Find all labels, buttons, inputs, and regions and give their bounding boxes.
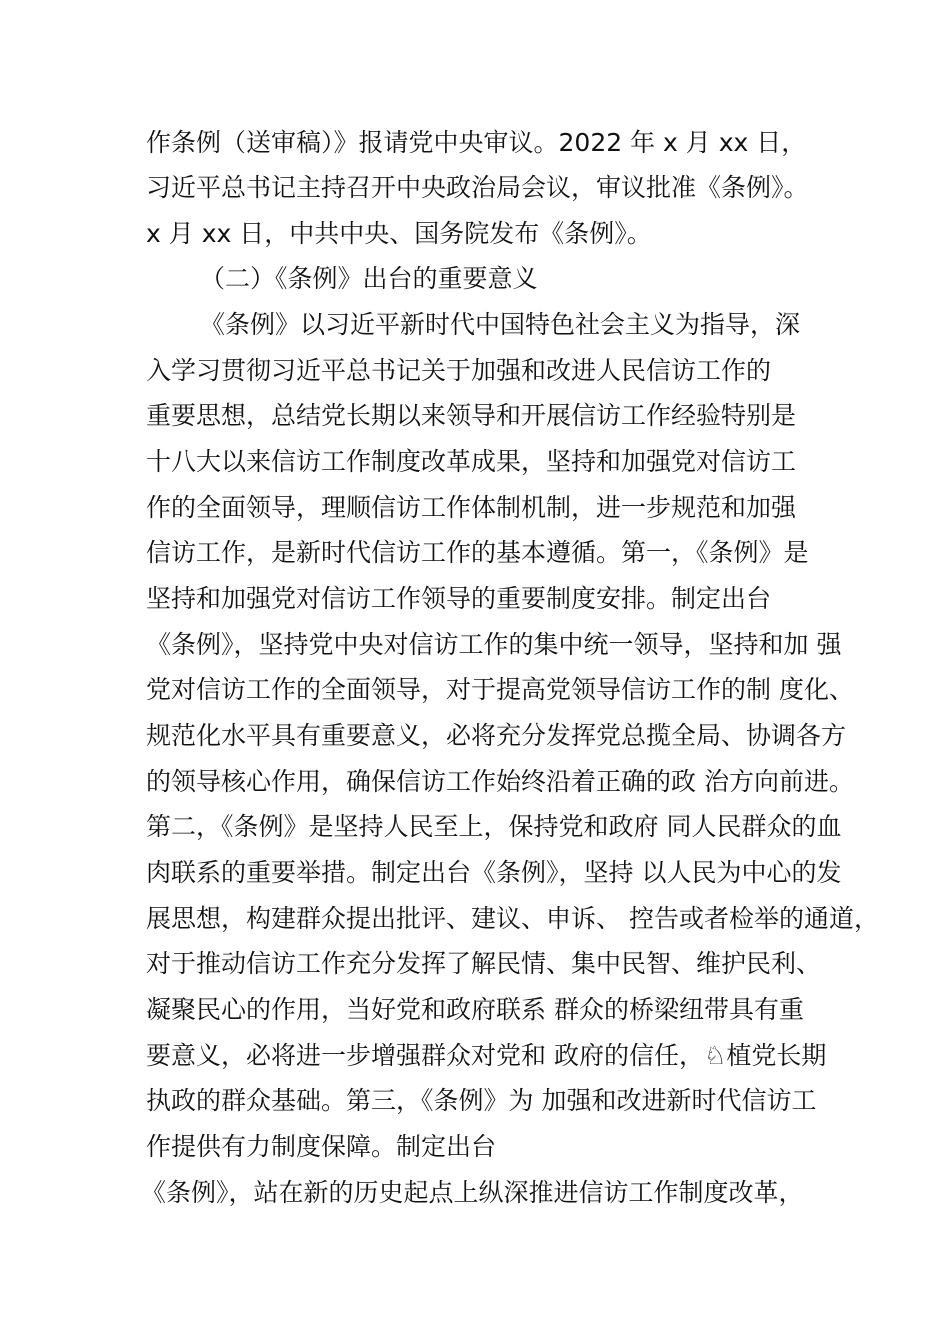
text-line: 作的全面领导，理顺信访工作体制机制，进一步规范和加强 bbox=[146, 493, 797, 522]
text-line: 第二，《条例》是坚持人民至上，保持党和政府 同人民群众的血 bbox=[146, 812, 842, 841]
text-line: 肉联系的重要举措。制定出台《条例》，坚持 以人民为中心的发 bbox=[146, 858, 842, 887]
text-line: 入学习贯彻习近平总书记关于加强和改进人民信访工作的 bbox=[146, 356, 772, 385]
text-line: 凝聚民心的作用，当好党和政府联系 群众的桥梁纽带具有重 bbox=[146, 995, 804, 1024]
text-line: 展思想，构建群众提出批评、建议、申诉、 控告或者检举的通道， bbox=[146, 904, 879, 933]
text-line: 执政的群众基础。第三，《条例》为 加强和改进新时代信访工 bbox=[146, 1086, 817, 1115]
text-line: x 月 xx 日，中共中央、国务院发布《条例》。 bbox=[146, 219, 652, 248]
text-line: 信访工作，是新时代信访工作的基本遵循。第一，《条例》是 bbox=[146, 538, 809, 567]
text-line: 要意义，必将进一步增强群众对党和 政府的信任，♘植党长期 bbox=[146, 1041, 827, 1070]
text-line: 坚持和加强党对信访工作领导的重要制度安排。制定出台 bbox=[146, 584, 772, 613]
text-line: 重要思想，总结党长期以来领导和开展信访工作经验特别是 bbox=[146, 401, 797, 430]
paragraph-first-line: 《条例》以习近平新时代中国特色社会主义为指导，深 bbox=[200, 310, 801, 339]
text-line: 的领导核心作用，确保信访工作始终沿着正确的政 治方向前进。 bbox=[146, 767, 854, 796]
text-line: 对于推动信访工作充分发挥了解民情、集中民智、维护民利、 bbox=[146, 949, 822, 978]
text-line: 党对信访工作的全面领导，对于提高党领导信访工作的制 度化、 bbox=[146, 675, 854, 704]
text-line: 《条例》，站在新的历史起点上纵深推进信访工作制度改革， bbox=[141, 1178, 804, 1207]
text-line: 规范化水平具有重要意义，必将充分发挥党总揽全局、协调各方 bbox=[146, 721, 847, 750]
text-line: 作提供有力制度保障。制定出台 bbox=[146, 1132, 497, 1161]
text-line: 习近平总书记主持召开中央政治局会议，审议批准《条例》。 bbox=[146, 173, 809, 202]
text-line: 十八大以来信访工作制度改革成果，坚持和加强党对信访工 bbox=[146, 447, 797, 476]
section-heading: （二）《条例》出台的重要意义 bbox=[200, 264, 538, 293]
text-line: 《条例》，坚持党中央对信访工作的集中统一领导，坚持和加 强 bbox=[146, 630, 842, 659]
text-line: 作条例（送审稿）》报请党中央审议。2022 年 x 月 xx 日， bbox=[146, 128, 807, 157]
